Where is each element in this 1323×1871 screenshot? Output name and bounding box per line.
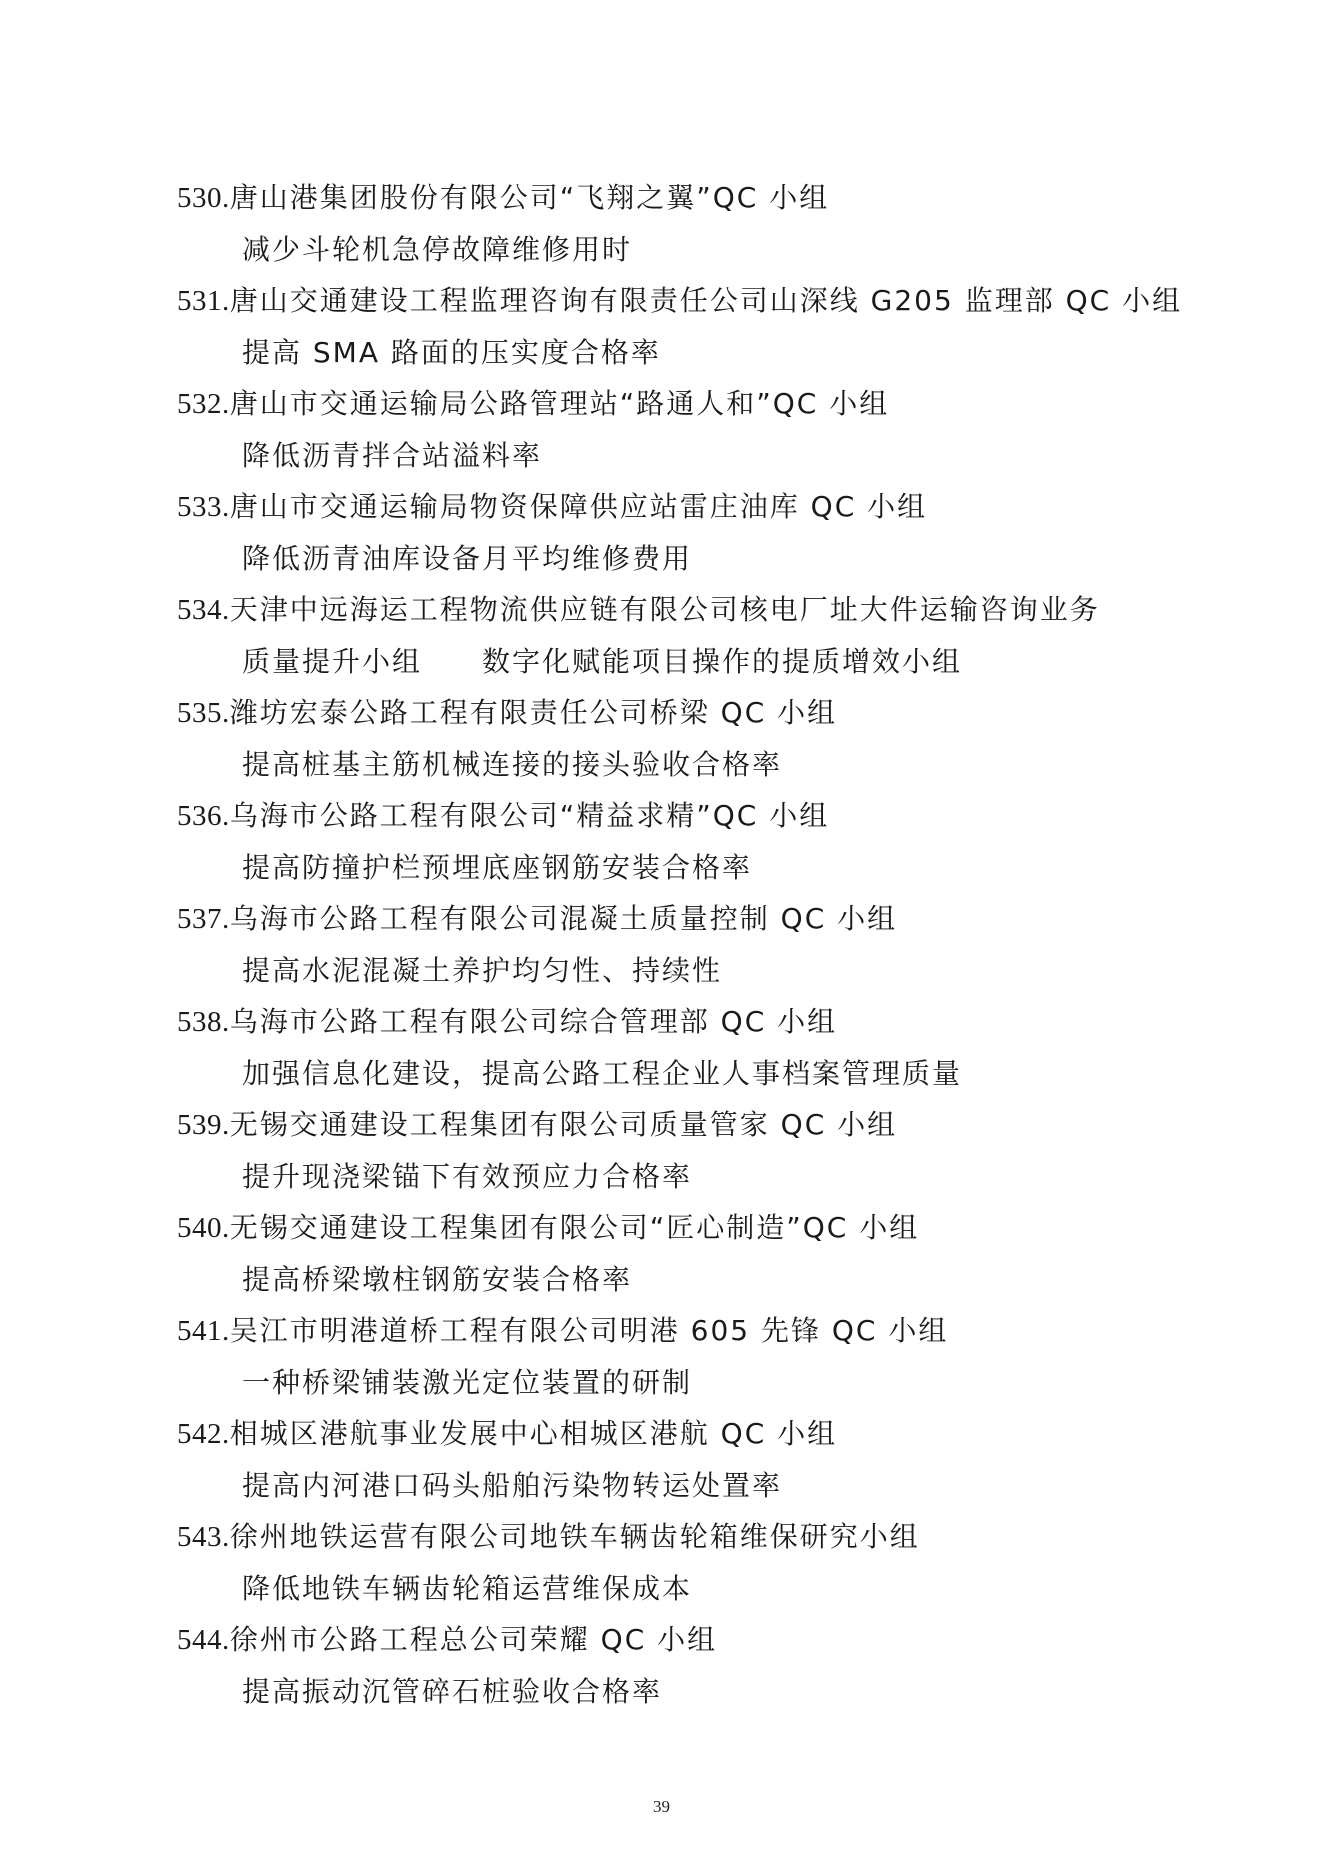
entry-project-title: 提高内河港口码头船舶污染物转运处置率 <box>242 1468 783 1502</box>
entry-project-title: 降低沥青拌合站溢料率 <box>242 438 543 472</box>
entry-organization: 乌海市公路工程有限公司“精益求精”QC 小组 <box>229 799 830 832</box>
entry-project-title: 提高 SMA 路面的压实度合格率 <box>242 335 661 369</box>
list-item <box>177 275 1183 378</box>
entry-header-line <box>177 687 1177 739</box>
entry-number: 535. <box>177 697 230 729</box>
entry-header-line <box>177 1305 1177 1357</box>
list-item <box>177 687 1177 790</box>
entry-number: 531. <box>177 285 230 317</box>
entry-header-line <box>177 172 1177 224</box>
entry-header-line <box>177 893 1177 945</box>
entry-number: 534. <box>177 594 230 626</box>
entry-header-line <box>177 1511 1177 1563</box>
entry-organization: 唐山市交通运输局公路管理站“路通人和”QC 小组 <box>229 387 890 420</box>
list-item <box>177 1202 1177 1305</box>
entry-number: 530. <box>177 182 230 214</box>
list-item <box>177 172 1177 275</box>
entry-header-line <box>177 1614 1177 1666</box>
entry-header-line <box>177 481 1177 533</box>
entry-project-title: 提高防撞护栏预埋底座钢筋安装合格率 <box>242 850 753 884</box>
entry-organization: 唐山市交通运输局物资保障供应站雷庄油库 QC 小组 <box>229 490 928 523</box>
entry-number: 536. <box>177 800 230 832</box>
list-item <box>177 996 1177 1099</box>
entry-organization: 唐山交通建设工程监理咨询有限责任公司山深线 G205 监理部 QC 小组 <box>229 284 1183 317</box>
entry-number: 537. <box>177 903 230 935</box>
entry-header-line <box>177 1099 1177 1151</box>
entry-organization: 吴江市明港道桥工程有限公司明港 605 先锋 QC 小组 <box>229 1314 949 1347</box>
list-item <box>177 378 1177 481</box>
entry-organization: 无锡交通建设工程集团有限公司“匠心制造”QC 小组 <box>229 1211 920 1244</box>
list-item <box>177 790 1177 893</box>
entry-number: 540. <box>177 1212 230 1244</box>
entry-project-title: 提高振动沉管碎石桩验收合格率 <box>242 1674 663 1708</box>
entry-organization: 潍坊宏泰公路工程有限责任公司桥梁 QC 小组 <box>229 696 838 729</box>
entry-number: 538. <box>177 1006 230 1038</box>
list-item <box>177 481 1177 584</box>
entry-project-title: 提高桥梁墩柱钢筋安装合格率 <box>242 1262 633 1296</box>
list-item <box>177 584 1177 687</box>
entry-number: 542. <box>177 1418 230 1450</box>
entry-project-title: 减少斗轮机急停故障维修用时 <box>242 232 633 266</box>
entry-header-line <box>177 1408 1177 1460</box>
entry-project-title: 提高水泥混凝土养护均匀性、持续性 <box>242 953 723 987</box>
entry-project-title: 提高桩基主筋机械连接的接头验收合格率 <box>242 747 783 781</box>
list-item <box>177 1305 1177 1408</box>
list-item <box>177 1511 1177 1614</box>
entry-project-title: 提升现浇梁锚下有效预应力合格率 <box>242 1159 693 1193</box>
entry-project-title: 一种桥梁铺装激光定位装置的研制 <box>242 1365 693 1399</box>
entry-header-line <box>177 584 1177 636</box>
entry-number: 533. <box>177 491 230 523</box>
list-item <box>177 1099 1177 1202</box>
entry-number: 532. <box>177 388 230 420</box>
entry-number: 539. <box>177 1109 230 1141</box>
entry-header-line <box>177 378 1177 430</box>
entry-header-line <box>177 1202 1177 1254</box>
entry-number: 544. <box>177 1624 230 1656</box>
entry-project-title: 降低沥青油库设备月平均维修费用 <box>242 541 693 575</box>
page-number: 39 <box>653 1797 670 1816</box>
entry-header-line <box>177 275 1183 327</box>
entry-organization: 徐州地铁运营有限公司地铁车辆齿轮箱维保研究小组 <box>229 1520 920 1553</box>
entry-organization: 天津中远海运工程物流供应链有限公司核电厂址大件运输咨询业务 <box>229 593 1100 626</box>
entry-header-line <box>177 790 1177 842</box>
entry-header-line <box>177 996 1177 1048</box>
entry-project-title: 加强信息化建设，提高公路工程企业人事档案管理质量 <box>242 1056 963 1090</box>
entry-organization: 徐州市公路工程总公司荣耀 QC 小组 <box>229 1623 718 1656</box>
entry-number: 543. <box>177 1521 230 1553</box>
entry-organization: 相城区港航事业发展中心相城区港航 QC 小组 <box>229 1417 838 1450</box>
entry-organization: 乌海市公路工程有限公司混凝土质量控制 QC 小组 <box>229 902 898 935</box>
list-item <box>177 1614 1177 1717</box>
entry-project-title: 降低地铁车辆齿轮箱运营维保成本 <box>242 1571 693 1605</box>
entry-organization: 唐山港集团股份有限公司“飞翔之翼”QC 小组 <box>229 181 830 214</box>
entry-organization: 乌海市公路工程有限公司综合管理部 QC 小组 <box>229 1005 838 1038</box>
entry-project-title: 质量提升小组 数字化赋能项目操作的提质增效小组 <box>242 644 963 678</box>
entry-organization: 无锡交通建设工程集团有限公司质量管家 QC 小组 <box>229 1108 898 1141</box>
entry-number: 541. <box>177 1315 230 1347</box>
entry-list <box>177 172 1183 1717</box>
list-item <box>177 1408 1177 1511</box>
list-item <box>177 893 1177 996</box>
